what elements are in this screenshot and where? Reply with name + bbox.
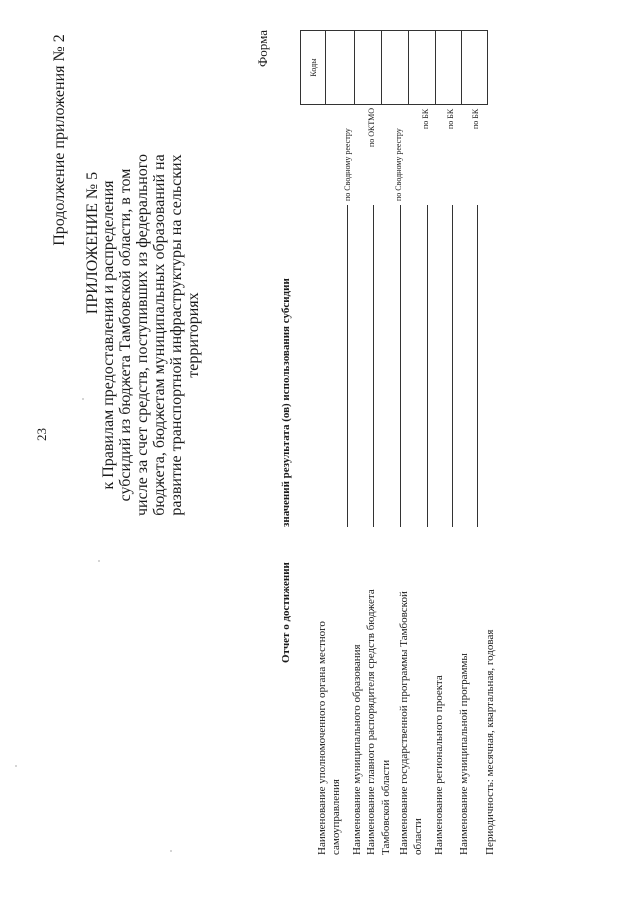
- fill-line-regional-project: [452, 205, 453, 527]
- rules-line-4: бюджета, бюджетам муниципальных образований на: [151, 154, 168, 516]
- code-cell-authority[interactable]: [326, 31, 355, 105]
- fill-line-main-manager: [400, 205, 401, 527]
- code-cell-main-manager[interactable]: [382, 31, 409, 105]
- periodicity-label: Периодичность: месячная, квартальная, годовая: [484, 629, 496, 855]
- appendix-title: ПРИЛОЖЕНИЕ № 5: [84, 171, 101, 315]
- code-label-svodny-1: по Сводному реестру: [343, 128, 352, 201]
- field-label-main-manager-2: Тамбовской области: [380, 759, 392, 855]
- fill-line-municipal-program: [477, 205, 478, 527]
- code-label-bk-1: по БК: [421, 108, 430, 129]
- rules-line-6: территориях: [185, 292, 202, 378]
- field-label-municipal-program: Наименование муниципальной программы: [458, 653, 470, 855]
- code-label-bk-2: по БК: [446, 108, 455, 129]
- rules-line-5: развитие транспортной инфраструктуры на сельских: [168, 154, 185, 516]
- page-number: 23: [34, 428, 49, 441]
- report-title-part1: Отчет о достижении: [280, 562, 292, 663]
- report-title-part2: значений результата (ов) использования субсидии: [280, 278, 292, 527]
- field-label-state-program: Наименование государственной программы Тамбовской: [398, 591, 410, 855]
- fill-line-municipality: [373, 205, 374, 527]
- fill-line-authority: [347, 205, 348, 527]
- code-cell-municipality[interactable]: [355, 31, 382, 105]
- rules-line-1: к Правилам предоставления и распределения: [100, 180, 117, 490]
- codes-table: [300, 30, 488, 105]
- field-label-authority: Наименование уполномоченного органа местного: [316, 621, 328, 855]
- field-label-state-program-2: области: [412, 818, 424, 855]
- field-label-municipality: Наименование муниципального образования: [351, 644, 363, 855]
- rules-line-3: числе за счет средств, поступивших из федерального: [134, 154, 151, 516]
- continuation-title: Продолжение приложения № 2: [51, 34, 68, 246]
- code-cell-state-program[interactable]: [409, 31, 436, 105]
- code-cell-municipal-program[interactable]: [462, 31, 488, 105]
- field-label-main-manager: Наименование главного распорядителя средств бюджета: [365, 589, 377, 855]
- field-label-regional-project: Наименование регионального проекта: [433, 675, 445, 855]
- fill-line-state-program: [427, 205, 428, 527]
- rules-line-2: субсидий из бюджета Тамбовской области, в том: [117, 168, 134, 502]
- code-label-bk-3: по БК: [471, 108, 480, 129]
- codes-header: Коды: [301, 31, 326, 105]
- form-label: Форма: [255, 30, 270, 67]
- code-cell-regional-project[interactable]: [436, 31, 462, 105]
- field-label-authority-2: самоуправления: [330, 779, 342, 855]
- code-label-svodny-2: по Сводному реестру: [394, 128, 403, 201]
- code-label-oktmo: по ОКТМО: [367, 107, 376, 147]
